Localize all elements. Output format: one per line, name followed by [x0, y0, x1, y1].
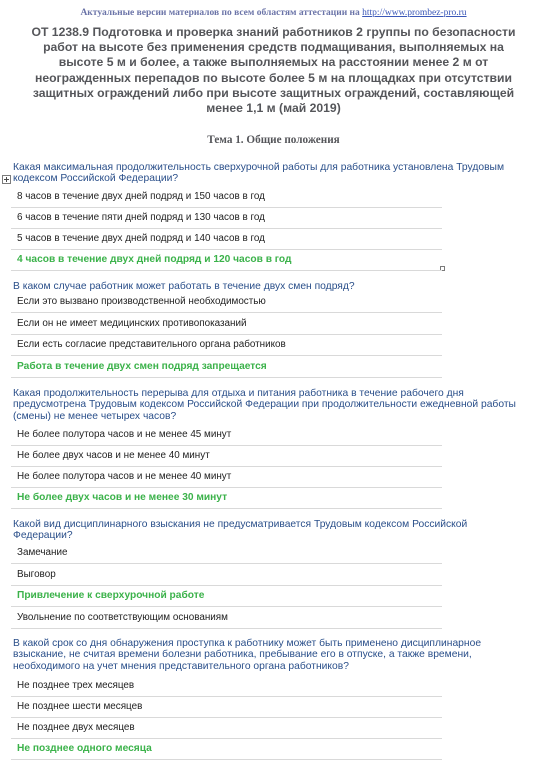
site-link[interactable]: http://www.prombez-pro.ru — [362, 8, 467, 18]
question-5: В какой срок со дня обнаружения проступка к работнику может быть применено дисциплинарное взыскание, не считая времени болезни работника, пребывание его в отпуске, а также времени, необходимого на учет мнения представительного органа работников? — [13, 638, 482, 672]
header-prefix: Актуальные версии материалов по всем областям аттестации на — [80, 8, 360, 18]
answer-option-label: Не позднее шести месяцев — [17, 701, 143, 712]
answer-option[interactable] — [11, 425, 442, 446]
correct-answer-option[interactable] — [11, 739, 442, 760]
question-2: В каком случае работник может работать в течение двух смен подряд? — [13, 281, 355, 292]
answer-option[interactable] — [11, 187, 442, 208]
answer-option[interactable] — [11, 208, 442, 229]
answer-option[interactable] — [11, 718, 442, 739]
document-title: ОТ 1238.9 Подготовка и проверка знаний работников 2 группы по безопасности работ на высоте без применения средств подмащивания, выполняемых на высоте 5 м и более, а также выполняемых на расстоянии менее 2 м от неогражденных перепадов по высоте более 5 м на площадках при отсутствии защитных ограждений либо при высоте защитных ограждений, составляющей менее 1,1 м (май 2019) — [31, 25, 516, 116]
answer-option-label: Не позднее двух месяцев — [17, 722, 135, 733]
question-4: Какой вид дисциплинарного взыскания не предусматривается Трудовым кодексом Российской Федерации? — [13, 519, 468, 542]
answer-option-label: 4 часов в течение двух дней подряд и 120 часов в год — [17, 254, 292, 265]
answer-option[interactable] — [11, 229, 442, 250]
answer-option[interactable] — [11, 543, 442, 564]
question-3: Какая продолжительность перерыва для отдыха и питания работника в течение рабочего дня предусмотрена Трудовым кодексом Российской Федерации при продолжительности ежедневной работы (смены) не менее четырех часов? — [13, 388, 516, 422]
answer-option-label: Привлечение к сверхурочной работе — [17, 590, 205, 601]
answer-option-label: 8 часов в течение двух дней подряд и 150 часов в год — [17, 191, 265, 202]
answer-option-label: Замечание — [17, 547, 68, 558]
answer-option-label: 6 часов в течение пяти дней подряд и 130 часов в год — [17, 212, 265, 223]
answer-option[interactable] — [11, 314, 442, 335]
answer-option-label: Не более полутора часов и не менее 45 минут — [17, 429, 232, 440]
answer-option[interactable] — [11, 446, 442, 467]
correct-answer-option[interactable] — [11, 586, 442, 607]
answer-option[interactable] — [11, 565, 442, 586]
answer-option-label: Не более двух часов и не менее 40 минут — [17, 450, 210, 461]
question-1: Какая максимальная продолжительность сверхурочной работы для работника установлена Трудовым кодексом Российской Федерации? — [13, 162, 505, 185]
answer-option-label: Если это вызвано производственной необходимостью — [17, 296, 266, 307]
answer-option[interactable] — [11, 292, 442, 313]
answer-option-label: Если есть согласие представительного органа работников — [17, 339, 286, 350]
answer-option-label: Работа в течение двух смен подряд запрещается — [17, 361, 267, 372]
site-header — [0, 8, 547, 18]
answer-option[interactable] — [11, 608, 442, 629]
topic-title: Тема 1. Общие положения — [207, 134, 340, 146]
answer-option-label: 5 часов в течение двух дней подряд и 140 часов в год — [17, 233, 265, 244]
answer-option[interactable] — [11, 697, 442, 718]
answer-option-label: Если он не имеет медицинских противопоказаний — [17, 318, 247, 329]
answer-option[interactable] — [11, 467, 442, 488]
answer-option-label: Не более двух часов и не менее 30 минут — [17, 492, 228, 503]
table-move-handle-icon[interactable] — [2, 175, 11, 184]
answer-option-label: Увольнение по соответствующим основаниям — [17, 612, 228, 623]
answer-option-label: Не позднее одного месяца — [17, 743, 152, 754]
correct-answer-option[interactable] — [11, 357, 442, 378]
answer-option-label: Не более полутора часов и не менее 40 минут — [17, 471, 232, 482]
correct-answer-option[interactable] — [11, 250, 442, 271]
correct-answer-option[interactable] — [11, 488, 442, 509]
answer-option[interactable] — [11, 676, 442, 697]
answer-option-label: Не позднее трех месяцев — [17, 680, 135, 691]
answer-option-label: Выговор — [17, 569, 56, 580]
answer-option[interactable] — [11, 335, 442, 356]
